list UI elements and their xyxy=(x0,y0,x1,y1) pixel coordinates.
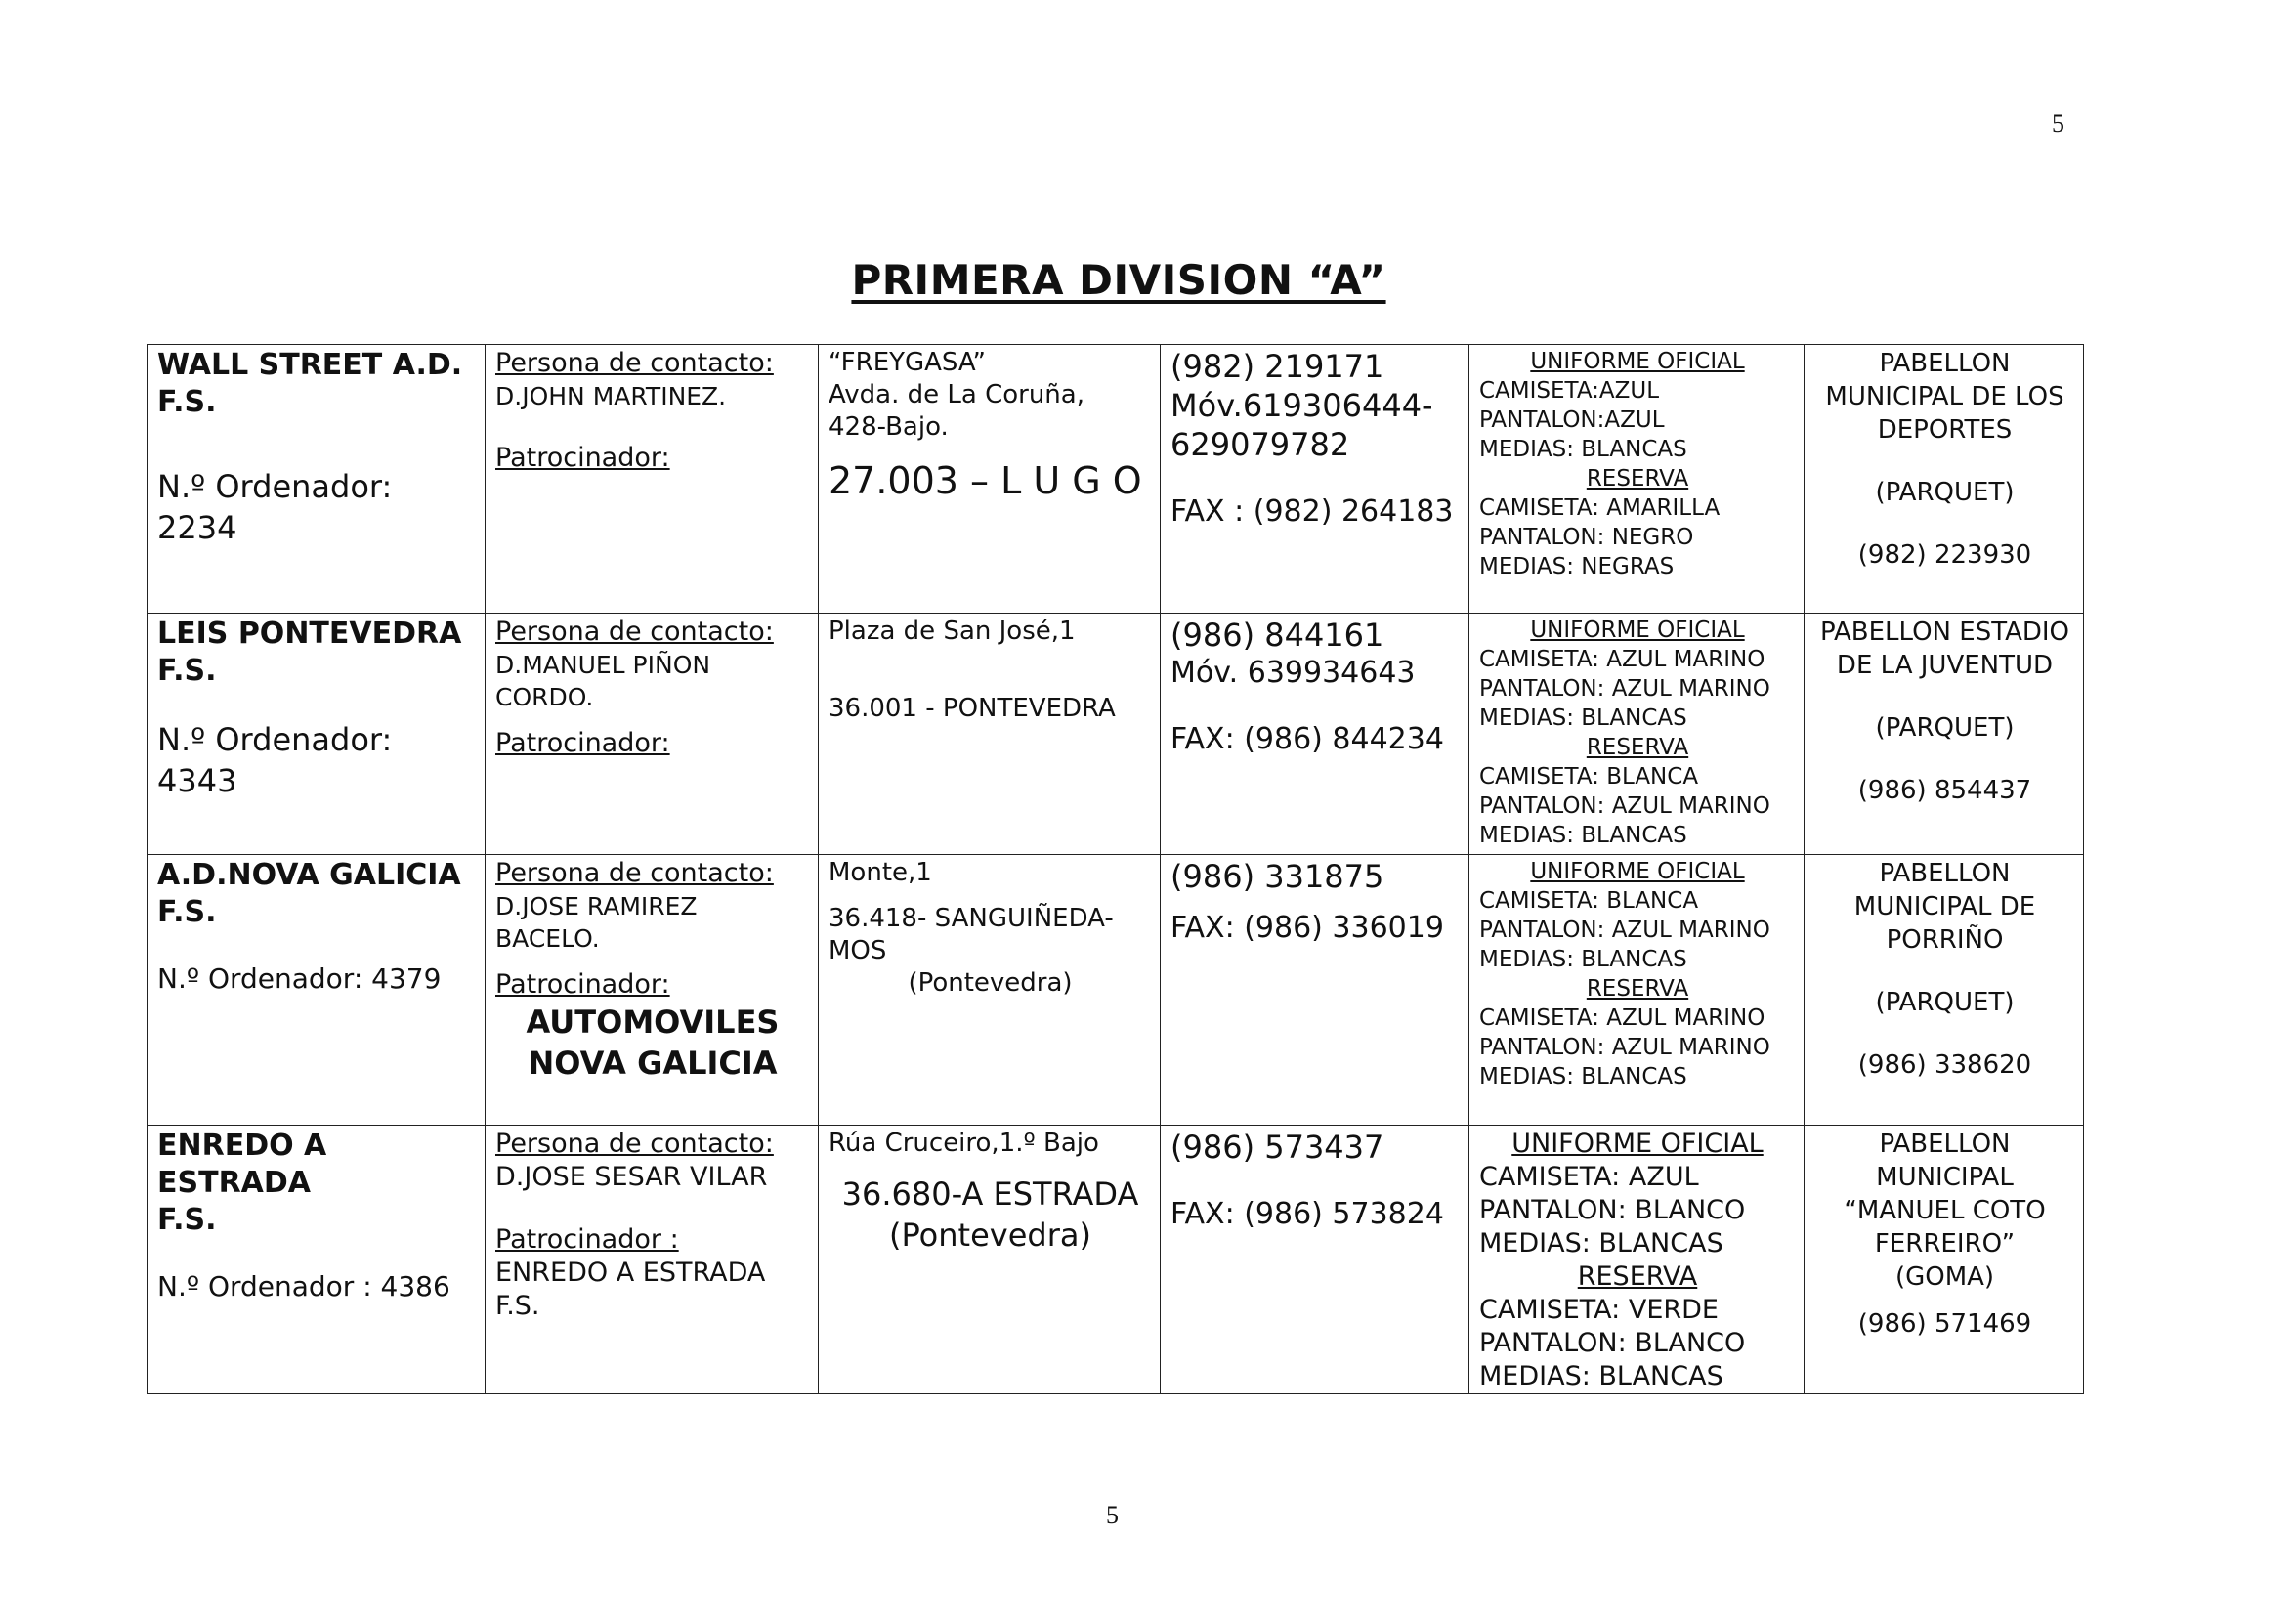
contact-label: Persona de contacto: xyxy=(495,348,774,378)
club-name: F.S. xyxy=(157,654,217,688)
page-title: PRIMERA DIVISION “A” xyxy=(851,256,1386,304)
province: (Pontevedra) xyxy=(889,1217,1091,1254)
fax: FAX: (986) 336019 xyxy=(1170,911,1444,945)
sponsor-name: ENREDO A ESTRADA xyxy=(495,1258,766,1288)
ordenador-label: N.º Ordenador : 4386 xyxy=(157,1270,450,1303)
club-name: A.D.NOVA GALICIA xyxy=(157,858,461,892)
city: 36.418- SANGUIÑEDA- xyxy=(829,904,1114,933)
page-number-top: 5 xyxy=(2052,109,2064,138)
uniform-item: PANTALON: AZUL MARINO xyxy=(1479,676,1770,702)
venue-floor: (PARQUET) xyxy=(1875,478,2015,507)
uniform-item: PANTALON:AZUL xyxy=(1479,407,1665,433)
contact-label: Persona de contacto: xyxy=(495,617,774,647)
venue-cell xyxy=(1805,1126,2084,1394)
club-cell xyxy=(148,1126,486,1394)
contact-person: D.JOSE SESAR VILAR xyxy=(495,1162,768,1192)
clubs-table xyxy=(147,344,2084,1394)
fax: FAX : (982) 264183 xyxy=(1170,494,1454,529)
uniform-item: MEDIAS: BLANCAS xyxy=(1479,823,1687,848)
venue-floor: (PARQUET) xyxy=(1875,988,2015,1017)
uniform-item: MEDIAS: BLANCAS xyxy=(1479,1361,1723,1391)
contact-person: BACELO. xyxy=(495,924,600,953)
ordenador-number: 4343 xyxy=(157,762,237,799)
uniform-official-label: UNIFORME OFICIAL xyxy=(1530,859,1745,884)
table-row xyxy=(148,614,2084,855)
uniform-item: PANTALON: AZUL MARINO xyxy=(1479,918,1770,943)
venue-name: PORRIÑO xyxy=(1886,925,2004,955)
uniform-item: MEDIAS: BLANCAS xyxy=(1479,1064,1687,1089)
address-line: Monte,1 xyxy=(829,858,932,887)
uniform-item: MEDIAS: NEGRAS xyxy=(1479,554,1675,579)
mobile: Móv.619306444- xyxy=(1170,387,1433,424)
uniform-reserve-label: RESERVA xyxy=(1586,976,1689,1002)
uniform-item: PANTALON: BLANCO xyxy=(1479,1195,1746,1225)
table-row xyxy=(148,1126,2084,1394)
uniform-cell xyxy=(1469,855,1805,1126)
address-line: 428-Bajo. xyxy=(829,412,949,442)
ordenador-label: N.º Ordenador: xyxy=(157,721,393,758)
venue-cell xyxy=(1805,855,2084,1126)
venue-phone: (986) 854437 xyxy=(1857,776,2032,805)
fax: FAX: (986) 573824 xyxy=(1170,1197,1444,1231)
page-number-bottom: 5 xyxy=(1106,1501,1119,1529)
contact-cell xyxy=(486,614,819,855)
venue-name: MUNICIPAL xyxy=(1876,1163,2014,1192)
address-cell xyxy=(819,614,1161,855)
uniform-reserve-label: RESERVA xyxy=(1577,1261,1698,1292)
address-line: Plaza de San José,1 xyxy=(829,617,1076,646)
contact-person: D.JOSE RAMIREZ xyxy=(495,892,698,920)
uniform-item: CAMISETA: AMARILLA xyxy=(1479,495,1721,521)
address-line: “FREYGASA” xyxy=(829,348,986,377)
uniform-item: CAMISETA: AZUL xyxy=(1479,1162,1699,1192)
uniform-item: CAMISETA: AZUL MARINO xyxy=(1479,647,1765,672)
city: 27.003 – L U G O xyxy=(829,459,1142,502)
sponsor-name: NOVA GALICIA xyxy=(528,1045,778,1082)
uniform-item: MEDIAS: BLANCAS xyxy=(1479,1228,1723,1259)
contact-label: Persona de contacto: xyxy=(495,858,774,888)
venue-name: PABELLON xyxy=(1879,1130,2011,1159)
phone: (986) 331875 xyxy=(1170,858,1384,895)
venue-name: MUNICIPAL DE xyxy=(1853,892,2036,921)
city: MOS xyxy=(829,936,887,965)
phone-cell xyxy=(1161,1126,1469,1394)
address-line: Avda. de La Coruña, xyxy=(829,380,1084,409)
uniform-item: PANTALON: AZUL MARINO xyxy=(1479,1035,1770,1060)
club-name: F.S. xyxy=(157,385,217,419)
uniform-official-label: UNIFORME OFICIAL xyxy=(1530,349,1745,374)
uniform-item: CAMISETA: BLANCA xyxy=(1479,888,1699,914)
club-name: WALL STREET A.D. xyxy=(157,348,463,382)
venue-cell xyxy=(1805,614,2084,855)
table-row xyxy=(148,855,2084,1126)
uniform-official-label: UNIFORME OFICIAL xyxy=(1511,1129,1764,1159)
address-cell xyxy=(819,855,1161,1126)
venue-name: PABELLON xyxy=(1879,859,2011,888)
uniform-item: PANTALON: BLANCO xyxy=(1479,1328,1746,1358)
address-cell xyxy=(819,345,1161,614)
address-line: Rúa Cruceiro,1.º Bajo xyxy=(829,1129,1099,1158)
contact-cell xyxy=(486,855,819,1126)
contact-person: D.MANUEL PIÑON xyxy=(495,651,711,679)
club-name: ENREDO A ESTRADA xyxy=(157,1129,327,1200)
address-cell xyxy=(819,1126,1161,1394)
uniform-reserve-label: RESERVA xyxy=(1586,466,1689,491)
uniform-item: MEDIAS: BLANCAS xyxy=(1479,437,1687,462)
venue-floor: (PARQUET) xyxy=(1875,713,2015,743)
uniform-item: MEDIAS: BLANCAS xyxy=(1479,705,1687,731)
phone-cell xyxy=(1161,614,1469,855)
sponsor-name: F.S. xyxy=(495,1291,540,1321)
phone-cell xyxy=(1161,345,1469,614)
uniform-cell xyxy=(1469,1126,1805,1394)
sponsor-label: Patrocinador : xyxy=(495,1224,679,1255)
fax: FAX: (986) 844234 xyxy=(1170,722,1444,756)
contact-cell xyxy=(486,345,819,614)
club-cell xyxy=(148,614,486,855)
venue-phone: (982) 223930 xyxy=(1857,540,2032,570)
club-name: F.S. xyxy=(157,895,217,929)
city: 36.680-A ESTRADA xyxy=(841,1175,1139,1213)
phone: (986) 844161 xyxy=(1170,617,1384,654)
uniform-cell xyxy=(1469,614,1805,855)
uniform-item: CAMISETA: VERDE xyxy=(1479,1295,1719,1325)
uniform-item: PANTALON: AZUL MARINO xyxy=(1479,793,1770,819)
contact-person: CORDO. xyxy=(495,683,594,711)
uniform-official-label: UNIFORME OFICIAL xyxy=(1530,618,1745,643)
club-name: F.S. xyxy=(157,1203,217,1237)
venue-phone: (986) 338620 xyxy=(1857,1050,2032,1080)
phone: (986) 573437 xyxy=(1170,1129,1384,1166)
city: 36.001 - PONTEVEDRA xyxy=(829,694,1116,723)
table-row xyxy=(148,345,2084,614)
venue-name: PABELLON xyxy=(1879,349,2011,378)
uniform-reserve-label: RESERVA xyxy=(1586,735,1689,760)
mobile: 629079782 xyxy=(1170,426,1350,463)
uniform-item: CAMISETA:AZUL xyxy=(1479,378,1660,404)
uniform-cell xyxy=(1469,345,1805,614)
venue-name: “MANUEL COTO xyxy=(1844,1196,2046,1225)
venue-name: PABELLON ESTADIO xyxy=(1819,618,2070,647)
uniform-item: CAMISETA: BLANCA xyxy=(1479,764,1699,790)
uniform-item: PANTALON: NEGRO xyxy=(1479,525,1694,550)
venue-cell xyxy=(1805,345,2084,614)
venue-floor: (GOMA) xyxy=(1894,1262,1995,1292)
venue-name: DEPORTES xyxy=(1877,415,2013,445)
sponsor-label: Patrocinador: xyxy=(495,443,670,473)
ordenador-number: 2234 xyxy=(157,509,237,546)
contact-cell xyxy=(486,1126,819,1394)
ordenador-label: N.º Ordenador: 4379 xyxy=(157,962,442,995)
phone-cell xyxy=(1161,855,1469,1126)
contact-person: D.JOHN MARTINEZ. xyxy=(495,382,727,410)
sponsor-label: Patrocinador: xyxy=(495,969,670,1000)
venue-name: MUNICIPAL DE LOS xyxy=(1825,382,2064,411)
phone: (982) 219171 xyxy=(1170,348,1384,385)
venue-name: DE LA JUVENTUD xyxy=(1836,651,2054,680)
province: (Pontevedra) xyxy=(908,968,1073,998)
mobile: Móv. 639934643 xyxy=(1170,656,1416,690)
venue-name: FERREIRO” xyxy=(1874,1229,2016,1259)
club-name: LEIS PONTEVEDRA xyxy=(157,617,462,651)
venue-phone: (986) 571469 xyxy=(1857,1309,2032,1339)
uniform-item: MEDIAS: BLANCAS xyxy=(1479,947,1687,972)
ordenador-label: N.º Ordenador: xyxy=(157,468,393,505)
contact-label: Persona de contacto: xyxy=(495,1129,774,1159)
club-cell xyxy=(148,345,486,614)
club-cell xyxy=(148,855,486,1126)
sponsor-name: AUTOMOVILES xyxy=(526,1004,780,1041)
sponsor-label: Patrocinador: xyxy=(495,728,670,758)
uniform-item: CAMISETA: AZUL MARINO xyxy=(1479,1005,1765,1031)
